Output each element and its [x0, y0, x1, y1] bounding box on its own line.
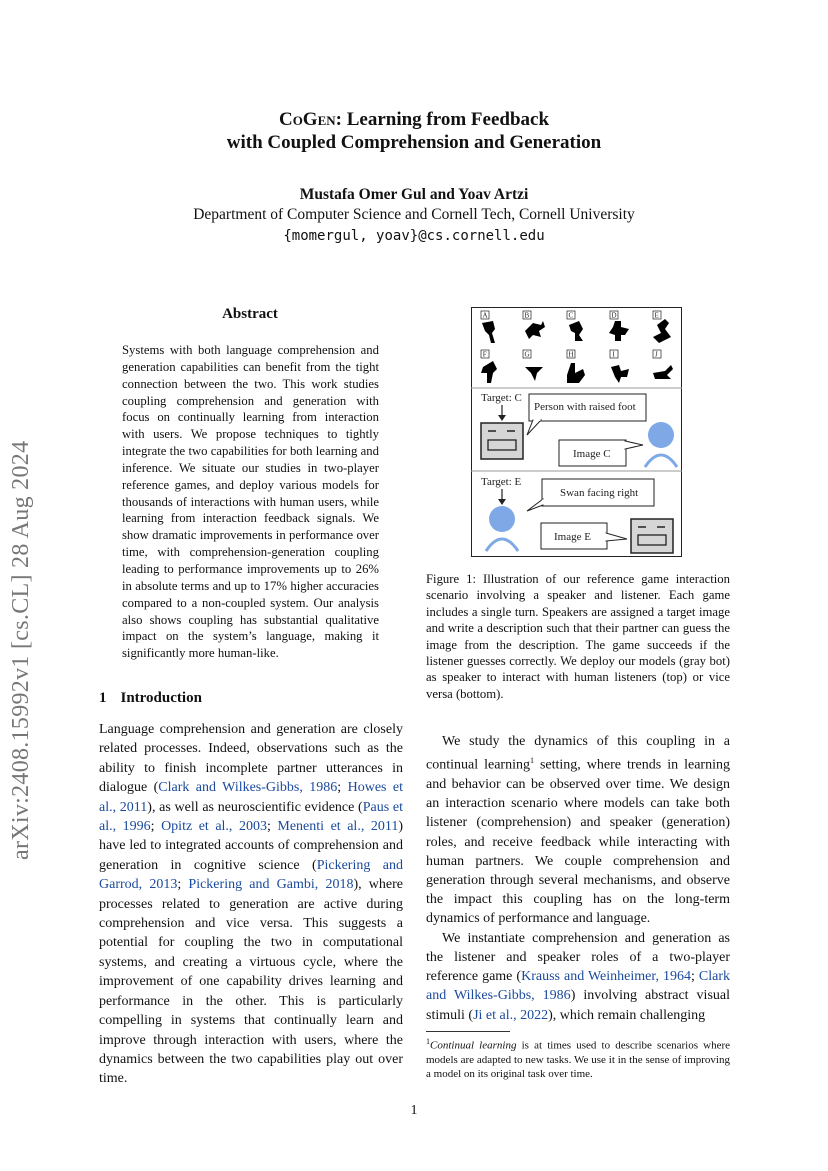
- footnote-text: is at times used to describe scenarios where models are adapted to new tasks. We use it in the sense of improving a model on its original task over time.: [426, 1039, 731, 1080]
- target-label-bottom: Target: E: [481, 476, 522, 488]
- text-run: setting, where trends in learning and behavior can be observed over time. We design an interaction scenario where models can take both listener (comprehension) and speaker (generation) roles, and receive feedback while interacting with human partners. We couple comprehension and generation through several mechanisms, and observe the impact this coupling has on the long-term dynamics of performance and language.: [426, 757, 730, 927]
- bot-avatar-top: [481, 423, 523, 459]
- section-title: Introduction: [120, 690, 202, 706]
- abstract-heading: Abstract: [222, 306, 278, 322]
- footnote: [426, 1035, 730, 1081]
- figure-caption: Figure 1: Illustration of our reference game interaction scenario involving a speaker and listener. Each game includes a single turn. Speakers are assigned a target image and write a description such that their partner can guess the image from the description. The game succeeds if the listener guesses correctly. We deploy our models (gray bot) as speaker to interact with human listeners (top) or vice versa (bottom).: [426, 572, 730, 701]
- intro-paragraph-2: [426, 732, 730, 929]
- section-number: 1: [99, 690, 107, 706]
- text-run: ) involving abstract visual stimuli (: [426, 988, 731, 1023]
- affiliation: Department of Computer Science and Cornell Tech, Cornell University: [193, 206, 635, 223]
- text-run: ;: [690, 969, 699, 985]
- tangram-label-f: F: [482, 350, 487, 359]
- citation-link[interactable]: Ji et al., 2022: [473, 1007, 549, 1023]
- abstract-text: Systems with both language comprehension and generation capabilities can benefit from the tight connection between the two. This work studies coupling comprehension and generation with focus on continually learning from interaction with users. We propose techniques to tightly integrate the two capabilities for both learning and inference. We situate our studies in two-player reference games, and deploy various models for thousands of interactions with human users, while learning from interaction feedback signals. We show dramatic improvements in performance over time, with comprehension-generation coupling leading to performance improvements up to 26% in absolute terms and up to 17% higher accuracies compared to a non-coupled system. Our analysis also shows coupling has substantial qualitative impact on the system’s language, making it significantly more human-like.: [122, 343, 379, 661]
- paper-title-line1: [0, 108, 828, 131]
- arxiv-stamp: arXiv:2408.15992v1 [cs.CL] 28 Aug 2024: [8, 440, 34, 860]
- email: {momergul, yoav}@cs.cornell.edu: [283, 228, 545, 244]
- text-run: ) have led to integrated accounts of comprehension and generation in cognitive science (: [99, 819, 403, 873]
- intro-paragraph-3: [426, 929, 730, 1025]
- text-run: We instantiate comprehension and generation as the listener and speaker roles of a two-player reference game (: [426, 930, 730, 985]
- intro-right-column: [426, 732, 730, 1025]
- tangram-label-h: H: [568, 350, 574, 359]
- text-run: ;: [150, 819, 162, 835]
- footnote-marker[interactable]: 1: [529, 756, 534, 766]
- citation-link[interactable]: Krauss and Weinheimer, 1964: [521, 969, 691, 985]
- footnote-rule: [426, 1031, 510, 1032]
- listener-answer-bottom: Image E: [554, 531, 591, 543]
- title-rest: : Learning from Feedback: [335, 109, 550, 130]
- tangram-label-c: C: [568, 311, 574, 320]
- tangram-label-d: D: [611, 311, 617, 320]
- text-run: ), where processes related to generation are active during comprehension and vice versa. This suggests a potential for coupling the two in computational systems, and creating a virtuous cycle, where the improvement of one capability drives learning and performance in the other. This is particularly compelling in systems that continually learn and improve through interaction with users, where the dynamics between the two capabilities play out over time.: [99, 877, 403, 1087]
- text-run: ;: [266, 819, 278, 835]
- speaker-utterance-top: Person with raised foot: [534, 401, 636, 413]
- citation-link[interactable]: Clark and Wilkes-Gibbs, 1986: [426, 969, 730, 1004]
- tangram-label-i: I: [612, 350, 615, 359]
- text-run: We study the dynamics of this coupling in a continual learning: [426, 734, 730, 773]
- tangram-label-j: J: [655, 350, 658, 359]
- human-avatar-head-bottom: [489, 506, 515, 532]
- author-list: Mustafa Omer Gul and Yoav Artzi: [299, 186, 529, 203]
- listener-answer-top: Image C: [573, 448, 611, 460]
- text-run: ;: [337, 780, 348, 796]
- footnote-number: 1: [426, 1037, 430, 1046]
- section-heading: [99, 690, 202, 707]
- text-run: ;: [177, 877, 189, 893]
- tangram-label-a: A: [482, 311, 488, 320]
- footnote-term: Continual learning: [430, 1039, 517, 1052]
- text-run: Language comprehension and generation are closely related processes. Indeed, observations such as the ability to finish incomplete partner utterances in dialogue (: [99, 722, 403, 796]
- page-number: 1: [410, 1103, 418, 1118]
- bot-avatar-bottom: [631, 519, 673, 553]
- intro-paragraph-1: [99, 720, 403, 1089]
- speaker-utterance-bottom: Swan facing right: [560, 487, 639, 499]
- human-avatar-head-top: [648, 422, 674, 448]
- citation-link[interactable]: Pickering and Garrod, 2013: [99, 857, 403, 893]
- paper-title-line2: with Coupled Comprehension and Generation: [226, 132, 602, 153]
- citation-link[interactable]: Pickering and Gambi, 2018: [188, 877, 354, 893]
- citation-link[interactable]: Howes et al., 2011: [99, 780, 403, 815]
- tangram-label-b: B: [524, 311, 530, 320]
- text-run: ), which remain challenging: [548, 1007, 706, 1023]
- citation-link[interactable]: Clark and Wilkes-Gibbs, 1986: [158, 780, 338, 796]
- text-run: ), as well as neuroscientific evidence (: [147, 799, 363, 815]
- intro-left-column: [99, 720, 403, 1089]
- system-name: CoGen: [278, 109, 336, 130]
- citation-link[interactable]: Paus et al., 1996: [99, 799, 403, 835]
- citation-link[interactable]: Menenti et al., 2011: [277, 819, 399, 835]
- figure-1: [471, 307, 682, 557]
- citation-link[interactable]: Opitz et al., 2003: [161, 819, 267, 835]
- target-label-top: Target: C: [481, 392, 522, 404]
- tangram-label-g: G: [524, 350, 530, 359]
- tangram-label-e: E: [654, 311, 659, 320]
